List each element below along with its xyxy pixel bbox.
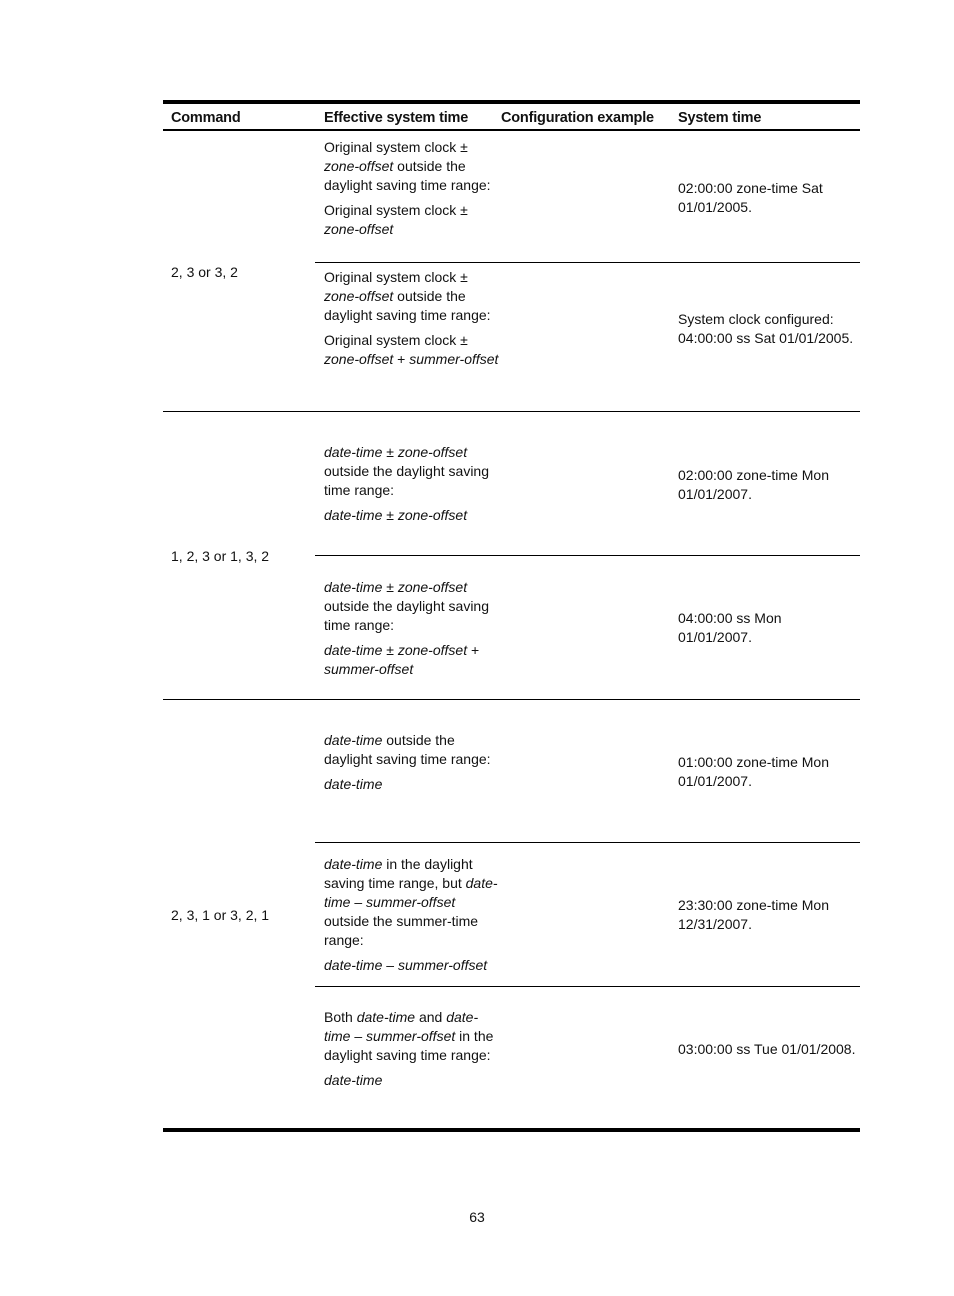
effective-result: Original system clock ± zone-offset + summer-offset xyxy=(324,332,499,367)
row-divider xyxy=(315,986,860,987)
effective-result: date-time xyxy=(324,776,383,792)
effective-condition: date-time ± zone-offset outside the daylight saving time range: xyxy=(324,444,489,498)
system-time-cell: 04:00:00 ss Mon 01/01/2007. xyxy=(678,610,782,645)
group-divider xyxy=(163,699,860,700)
table-bottom-rule xyxy=(163,1128,860,1132)
system-time-cell: 01:00:00 zone-time Mon 01/01/2007. xyxy=(678,754,829,789)
header-system-time: System time xyxy=(678,110,762,126)
effective-condition: date-time in the daylight saving time range, but date-time – summer-offset outside the summer-time range: xyxy=(324,856,498,948)
command-cell: 2, 3 or 3, 2 xyxy=(171,264,238,280)
row-divider xyxy=(315,842,860,843)
header-effective-system-time: Effective system time xyxy=(324,110,469,126)
header-configuration-example: Configuration example xyxy=(501,110,654,126)
header-rule xyxy=(163,129,860,131)
effective-condition: Both date-time and date-time – summer-offset in the daylight saving time range: xyxy=(324,1009,494,1063)
effective-time-cell xyxy=(324,443,499,525)
header-command: Command xyxy=(171,110,241,126)
system-time-cell: System clock configured: 04:00:00 ss Sat 01/01/2005. xyxy=(678,311,854,346)
effective-result: date-time ± zone-offset xyxy=(324,507,468,523)
effective-time-cell xyxy=(324,731,499,794)
effective-result: date-time ± zone-offset + summer-offset xyxy=(324,642,480,677)
row-divider xyxy=(315,262,860,263)
system-time-cell: 03:00:00 ss Tue 01/01/2008. xyxy=(678,1041,856,1057)
effective-condition: date-time outside the daylight saving time range: xyxy=(324,732,491,767)
effective-result: date-time xyxy=(324,1072,383,1088)
row-divider xyxy=(315,555,860,556)
table-top-rule xyxy=(163,100,860,104)
group-divider xyxy=(163,411,860,412)
effective-time-cell xyxy=(324,138,499,239)
effective-time-cell xyxy=(324,578,499,679)
effective-time-cell xyxy=(324,268,499,369)
system-time-cell: 02:00:00 zone-time Sat 01/01/2005. xyxy=(678,180,823,215)
command-cell: 2, 3, 1 or 3, 2, 1 xyxy=(171,907,270,923)
effective-condition: Original system clock ± zone-offset outside the daylight saving time range: xyxy=(324,269,491,323)
system-time-cell: 23:30:00 zone-time Mon 12/31/2007. xyxy=(678,897,829,932)
system-time-cell: 02:00:00 zone-time Mon 01/01/2007. xyxy=(678,467,829,502)
effective-result: Original system clock ± zone-offset xyxy=(324,202,468,237)
effective-result: date-time – summer-offset xyxy=(324,957,488,973)
page-number: 63 xyxy=(469,1209,485,1225)
effective-condition: Original system clock ± zone-offset outside the daylight saving time range: xyxy=(324,139,491,193)
effective-condition: date-time ± zone-offset outside the daylight saving time range: xyxy=(324,579,489,633)
effective-time-cell xyxy=(324,1008,499,1090)
effective-time-cell xyxy=(324,855,499,975)
command-cell: 1, 2, 3 or 1, 3, 2 xyxy=(171,548,270,564)
